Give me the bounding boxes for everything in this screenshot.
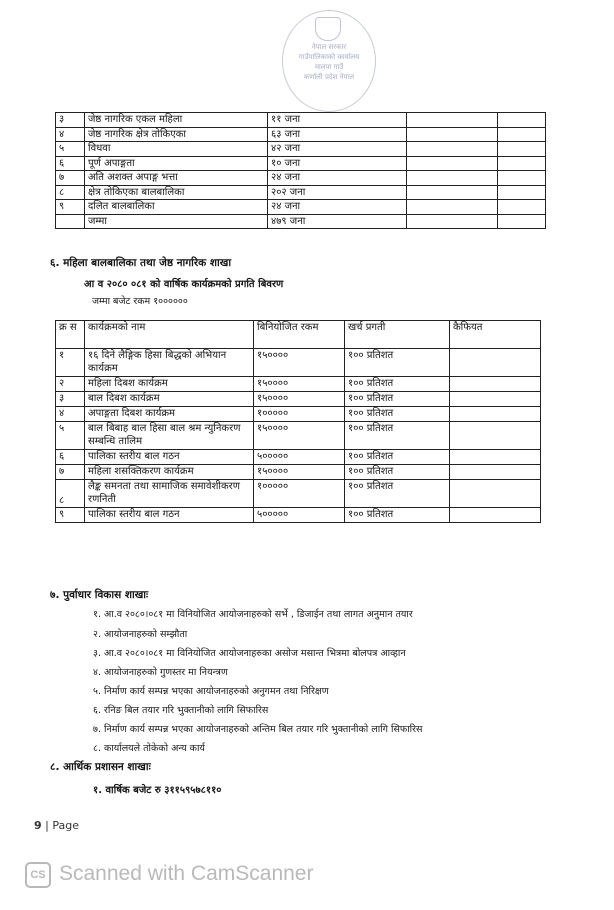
table-total-row: जम्मा ४७९ जना xyxy=(56,214,546,229)
table-row: ३ बाल दिबश कार्यक्रम १५०००० १०० प्रतिशत xyxy=(56,392,541,407)
seal-line-2: गाउँपालिकाको कार्यालय xyxy=(298,53,360,61)
seal-line-3: मालपा गाउँ xyxy=(314,63,344,71)
list-item: ७. निर्माण कार्य सम्पन्न भएका आयोजनाहरुको अन्तिम बिल तयार गरि भुक्तानीको लागि सिफारिस xyxy=(93,724,423,735)
table-row: ४ जेष्ठ नागरिक क्षेत्र तोकिएका ६३ जना xyxy=(56,127,546,142)
table-row: ७ अति अशक्त अपाङ्ग भत्ता २४ जना xyxy=(56,171,546,186)
list-item: ८. कार्यालयले तोकेको अन्य कार्य xyxy=(93,743,205,754)
table-row: ९ पालिका स्तरीय बाल गठन ५००००० १०० प्रतिशत xyxy=(56,508,541,523)
total-budget: जम्मा बजेट रकम १०००००० xyxy=(92,296,188,307)
table-row: ६ पूर्ण अपाङ्गता १० जना xyxy=(56,156,546,171)
table-row: ५ बाल बिबाह बाल हिसा बाल श्रम न्युनिकरण सम्बन्धि तालिम १५०००० १०० प्रतिशत xyxy=(56,422,541,450)
table-header-row: क्र स कार्यक्रमको नाम बिनियोजित रकम खर्च प्रगती कैफियत xyxy=(56,321,541,349)
page-footer xyxy=(34,819,79,832)
annual-budget-item: १. वार्षिक बजेट रु ३११५९५७८११० xyxy=(93,785,222,796)
table-row: ८ लैङ्क समनता तथा सामाजिक समावेशीकरण रणनिती १००००० १०० प्रतिशत xyxy=(56,480,541,508)
section-7-heading: ७. पुर्वाधार विकास शाखाः xyxy=(50,589,149,601)
list-item: ४. आयोजनाहरुको गुणस्तर मा नियन्त्रण xyxy=(93,667,228,678)
table-row: १ १६ दिने लैङ्गिक हिसा बिद्धको अभियान कार्यक्रम १५०००० १०० प्रतिशत xyxy=(56,349,541,377)
table-row: २ महिला दिबश कार्यक्रम १५०००० १०० प्रतिशत xyxy=(56,377,541,392)
emblem-icon xyxy=(315,17,341,41)
list-item: २. आयोजनाहरुको सम्झौता xyxy=(93,629,188,640)
camscanner-logo-icon: CS xyxy=(25,862,51,888)
list-item: ५. निर्माण कार्य सम्पन्न भएका आयोजनाहरुको अनुगमन तथा निरिक्षण xyxy=(93,686,329,697)
seal-line-4: कर्णाली प्रदेश नेपाल xyxy=(303,73,355,81)
table-row: ८ क्षेत्र तोकिएका बालबालिका २०२ जना xyxy=(56,185,546,200)
table-row: ७ महिला शसक्तिकरण कार्यक्रम १५०००० १०० प्रतिशत xyxy=(56,465,541,480)
program-progress-table xyxy=(55,320,541,523)
camscanner-watermark: Scanned with CamScanner xyxy=(59,862,314,885)
seal-line-1: नेपाल सरकार xyxy=(311,43,347,51)
office-seal xyxy=(282,10,376,112)
list-item: १. आ.व २०८०।०८१ मा विनियोजित आयोजनाहरुको सर्भे , डिजाईन तथा लागत अनुमान तयार xyxy=(93,609,413,620)
table-row: ४ अपाङ्गता दिबश कार्यक्रम १००००० १०० प्रतिशत xyxy=(56,407,541,422)
page-label: | Page xyxy=(45,819,79,832)
progress-subheading: आ व २०८० ०८१ को वार्षिक कार्यक्रमको प्रगति बिवरण xyxy=(84,279,284,290)
table-row: ३ जेष्ठ नागरिक एकल महिला ११ जना xyxy=(56,113,546,128)
page-number: 9 xyxy=(34,819,42,832)
list-item: ६. रनिङ बिल तयार गरि भुक्तानीको लागि सिफारिस xyxy=(93,705,269,716)
table-row: ९ दलित बालबालिका २४ जना xyxy=(56,200,546,215)
beneficiary-table xyxy=(55,112,546,229)
section-6-heading: ६. महिला बालबालिका तथा जेष्ठ नागरिक शाखा xyxy=(50,257,232,269)
table-row: ६ पालिका स्तरीय बाल गठन ५००००० १०० प्रतिशत xyxy=(56,450,541,465)
section-8-heading: ८. आर्थिक प्रशासन शाखाः xyxy=(50,761,151,773)
table-row: ५ विधवा ४२ जना xyxy=(56,142,546,157)
list-item: ३. आ.व २०८०।०८१ मा विनियोजित आयोजनाहरुका असोज मसान्त भित्रमा बोलपत्र आव्हान xyxy=(93,648,406,659)
